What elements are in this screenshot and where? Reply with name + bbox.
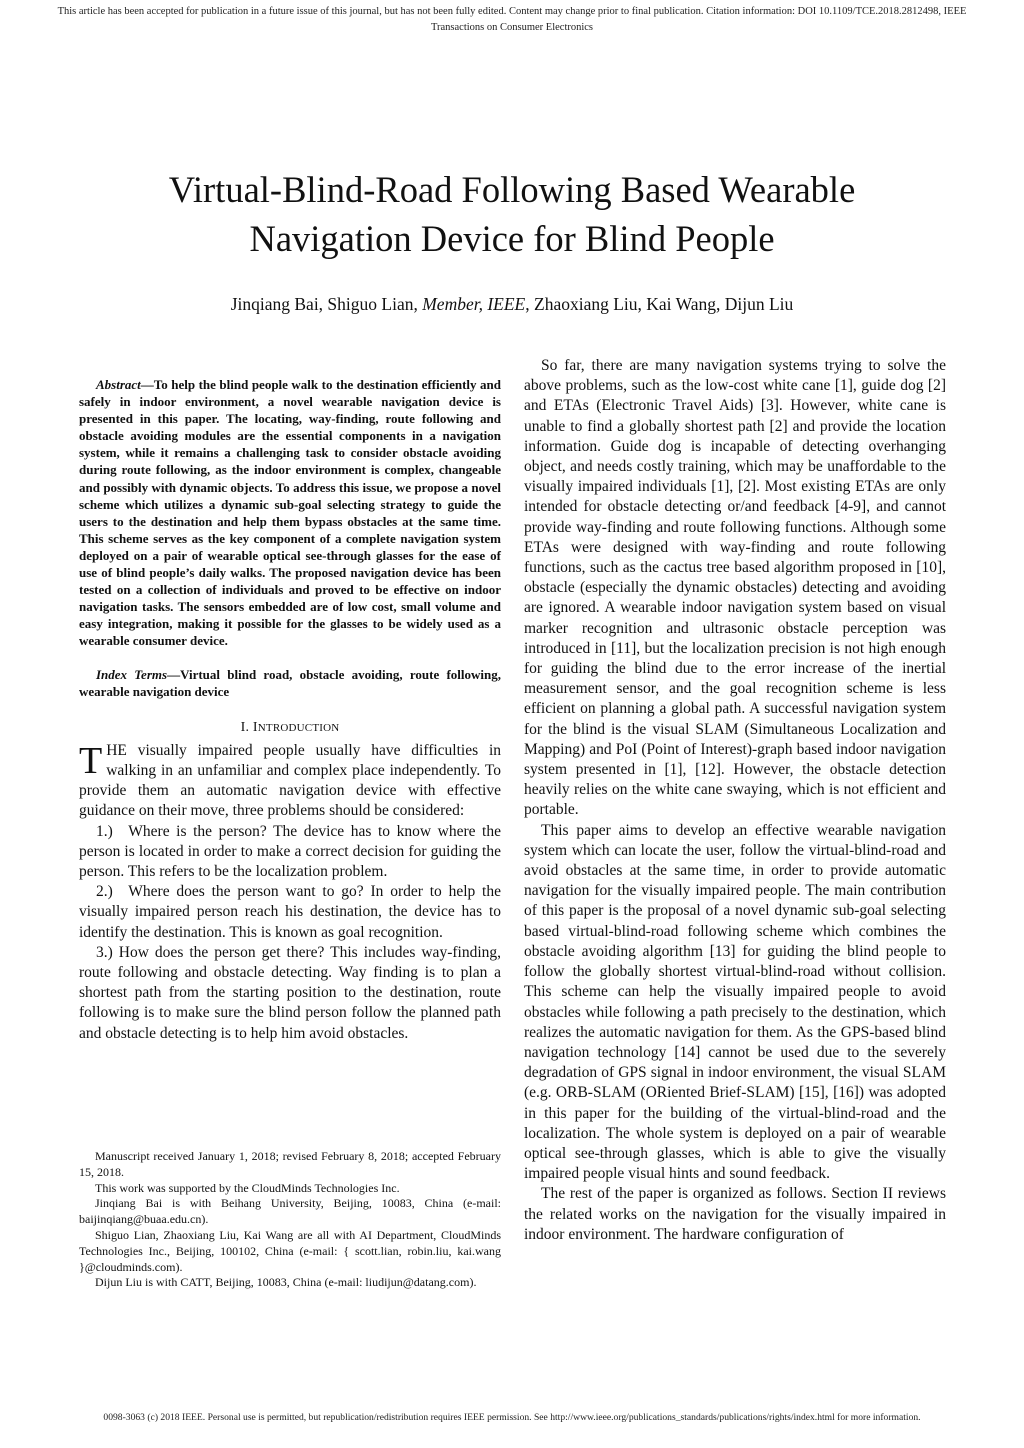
section-title-first: I [252,719,258,735]
authors-part-1: Jinqiang Bai, Shiguo Lian, [230,294,423,314]
section-heading-introduction [79,719,501,737]
intro-paragraph [79,741,501,822]
index-terms [79,666,501,700]
header-journal-line: Transactions on Consumer Electronics [430,22,594,33]
footnote-author-liu: Dijun Liu is with CATT, Beijing, 10083, China (e-mail: liudijun@datang.com). [95,1275,477,1290]
right-paragraph-3: The rest of the paper is organized as follows. Section II reviews the related works on the navigation for the visually impaired in indoor environment. The hardware configuration of [524,1185,946,1243]
right-column [524,356,946,1245]
intro-item-2: 2.) Where does the person want to go? In order to help the visually impaired person reach his destination, the device has to identify the destination. This is known as goal recognition. [79,883,501,941]
footnote-funding: This work was supported by the CloudMinds Technologies Inc. [95,1180,400,1195]
author-list [80,292,944,316]
index-terms-label: Index Terms [96,666,168,682]
section-number: I. [240,719,250,735]
abstract [79,376,501,650]
index-terms-text: —Virtual blind road, obstacle avoiding, route following, wearable navigation device [79,666,501,699]
title-line-2: Navigation Device for Blind People [249,218,775,259]
header-citation-line: This article has been accepted for publication in a future issue of this journal, but has not been fully edited. Content may change prior to final publication. Citation information: DOI 10.1109/TCE.2018.2812498, IEEE [57,6,967,17]
section-title-rest: NTRODUCTION [257,721,340,734]
abstract-label: Abstract [96,377,141,392]
footnotes [79,1149,501,1291]
intro-paragraph-text: HE visually impaired people usually have difficulties in walking in an unfamiliar and complex place independently. To provide them an automatic navigation device with effective guidance on their move, three problems should be considered: [79,741,501,820]
authors-member-designation: Member, IEEE [422,294,526,314]
footnote-manuscript: Manuscript received January 1, 2018; revised February 8, 2018; accepted February 15, 2018. [79,1149,501,1179]
copyright-footer: 0098-3063 (c) 2018 IEEE. Personal use is permitted, but republication/redistribution requires IEEE permission. See http://www.ieee.org/publications_standards/publications/rights/index.html for more information. [103,1412,921,1423]
footnote-author-bai: Jinqiang Bai is with Beihang University, Beijing, 10083, China (e-mail: baijinqiang@buaa.edu.cn). [79,1196,501,1227]
intro-item-3: 3.) How does the person get there? This includes way-finding, route following and obstacle detecting. Way finding is to plan a shortest path from the starting position to the destination, route following is to make sure the blind person follow the planned path and obstacle detecting is to help him avoid obstacles. [79,943,501,1042]
right-paragraph-1: So far, there are many navigation systems trying to solve the above problems, such as the low-cost white cane [1], guide dog [2] and ETAs (Electronic Travel Aids) [3]. However, white cane is unable to find a globally shortest path [2] and provide the location information. Guide dog is incapable of detecting overhanging object, and needs costly training, which may be unaffordable to the visually impaired individuals [1], [2]. Most existing ETAs are only intended for obstacle detecting or/and feedback [4-9], and cannot provide way-finding and route following functions. Although some ETAs were designed with way-finding and route following functions, such as the cactus tree based algorithm proposed in [10], obstacle (especially the dynamic obstacles) detecting and avoiding are ignored. A wearable indoor navigation system based on visual marker recognition and ultrasonic obstacle perception was introduced in [11], but the localization precision is not high enough for guiding the blind due to the error increase of the inertial measurement sensor, and the goal recognition scheme is less efficient on planning a global path. A successful navigation system for the blind is the visual SLAM (Simultaneous Localization and Mapping) and PoI (Point of Interest)-graph based indoor navigation system presented in [1], [12]. However, the obstacle detection heavily relies on the white cane swaying, which is not efficient and portable. [524,357,946,819]
intro-item-1: 1.) Where is the person? The device has to know where the person is located in order to make a correct decision for guiding the person. This refers to be the localization problem. [79,822,501,880]
authors-part-2: , Zhaoxiang Liu, Kai Wang, Dijun Liu [525,294,794,314]
left-column [79,376,501,1044]
right-paragraph-2: This paper aims to develop an effective wearable navigation system which can locate the user, follow the virtual-blind-road and avoid obstacles at the same time, in order to provide automatic navigation for the visually impaired people. The main contribution of this paper is the proposal of a novel dynamic sub-goal selecting based virtual-blind-road following scheme which combines the obstacle avoiding algorithm [13] for guiding the blind people to follow the globally shortest virtual-blind-road without collision. This scheme can help the visually impaired people to avoid obstacles while following a path precisely to the destination, which realizes the automatic navigation for them. As the GPS-based blind navigation technology [14] cannot be used due to the severely degradation of GPS signal in indoor environment, the visual SLAM (e.g. ORB-SLAM (ORiented Brief-SLAM) [15], [16]) was adopted in this paper for the building of the virtual-blind-road and the localization. The whole system is deployed on a pair of wearable optical see-through glasses, which is able to give the visually impaired people visual hints and sound feedback. [524,821,946,1183]
paper-title [80,165,944,263]
abstract-text: —To help the blind people walk to the destination efficiently and safely in indoor environment, a novel wearable navigation device is presented in this paper. The locating, way-finding, route following and obstacle avoiding modules are the essential components in a navigation system, while it remains a challenging task to consider obstacle avoiding during route following, as the indoor environment is complex, changeable and possibly with dynamic objects. To address this issue, we propose a novel scheme which utilizes a dynamic sub-goal selecting strategy to guide the users to the destination and help them bypass obstacles at the same time. This scheme serves as the key component of a complete navigation system deployed on a pair of wearable optical see-through glasses for the ease of use of blind people’s daily walks. The proposed navigation device has been tested on a collection of individuals and proved to be effective on indoor navigation tasks. The sensors embedded are of low cost, small volume and easy integration, making it possible for the glasses to be widely used as a wearable consumer device. [79,377,501,649]
running-header [0,4,1024,36]
title-line-1: Virtual-Blind-Road Following Based Wearable [168,169,856,210]
footnote-authors-cloudminds: Shiguo Lian, Zhaoxiang Liu, Kai Wang are all with AI Department, CloudMinds Technologies Inc., Beijing, 100102, China (e-mail: { scott.lian, robin.liu, kai.wang }@cloudminds.com). [79,1227,501,1274]
drop-cap: T [79,739,103,782]
